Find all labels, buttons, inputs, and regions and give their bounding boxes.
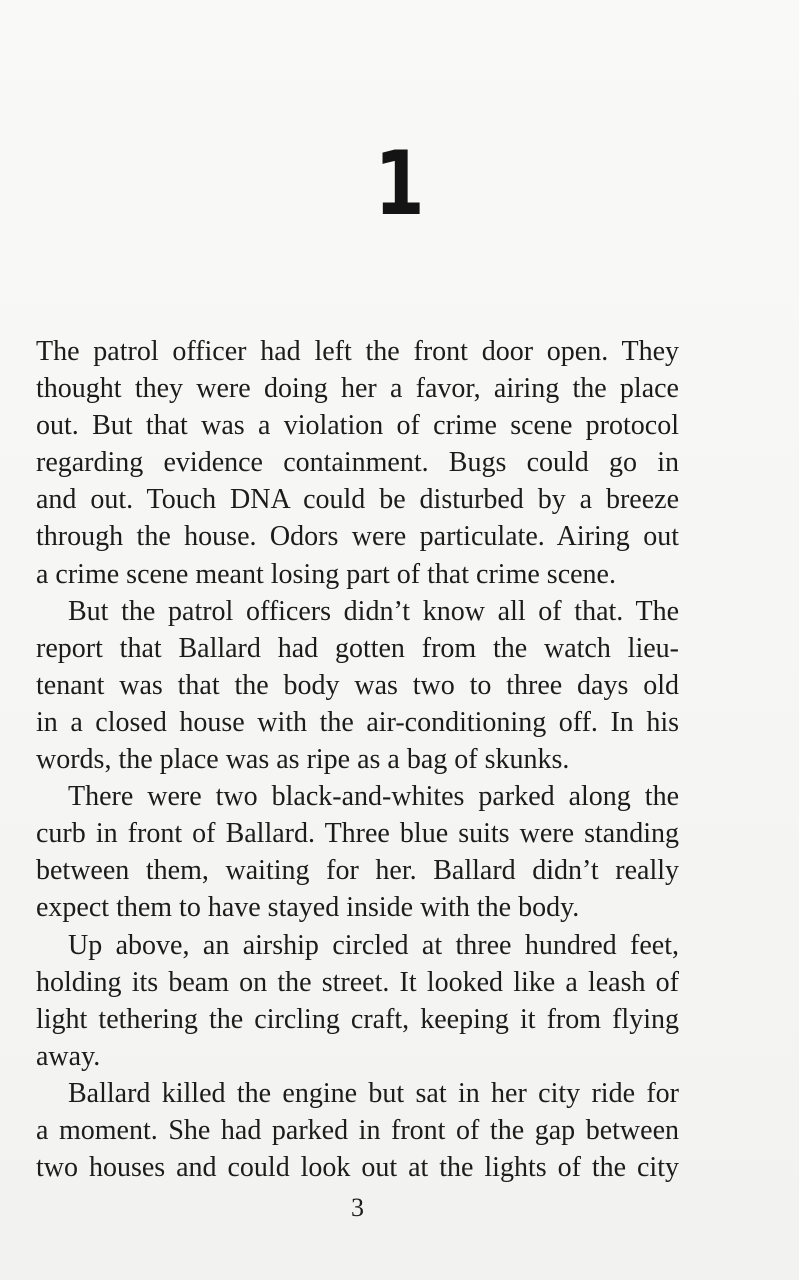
text-line: Up above, an airship circled at three hundred feet,: [68, 929, 679, 961]
text-line: Ballard killed the engine but sat in her city ride for: [68, 1077, 679, 1109]
text-line: and out. Touch DNA could be disturbed by a breeze: [36, 484, 679, 516]
body-text: [36, 333, 679, 1186]
text-line: through the house. Odors were particulate. Airing out: [36, 521, 679, 553]
text-line: holding its beam on the street. It looked like a leash of: [36, 966, 679, 998]
text-line: curb in front of Ballard. Three blue suits were standing: [36, 818, 679, 850]
text-line: tenant was that the body was two to three days old: [36, 669, 679, 701]
text-line: between them, waiting for her. Ballard didn’t really: [36, 855, 679, 887]
text-line: in a closed house with the air-conditioning off. In his: [36, 706, 679, 738]
paragraph-3: [36, 778, 679, 926]
text-line: thought they were doing her a favor, airing the place: [36, 373, 679, 405]
text-line: words, the place was as ripe as a bag of skunks.: [36, 744, 570, 776]
text-line: regarding evidence containment. Bugs could go in: [36, 447, 679, 479]
paragraph-4: [36, 927, 679, 1075]
paragraph-1: [36, 333, 679, 593]
text-line: expect them to have stayed inside with the body.: [36, 892, 580, 924]
page-number: 3: [351, 1193, 364, 1222]
text-line: a moment. She had parked in front of the gap between: [36, 1114, 679, 1146]
text-line: light tethering the circling craft, keeping it from flying: [36, 1003, 679, 1035]
text-line: two houses and could look out at the lights of the city: [36, 1152, 679, 1184]
text-line: out. But that was a violation of crime scene protocol: [36, 410, 679, 442]
text-line: a crime scene meant losing part of that crime scene.: [36, 558, 616, 590]
text-line: But the patrol officers didn’t know all of that. The: [68, 595, 679, 627]
chapter-number: 1: [374, 132, 425, 235]
text-line: There were two black-and-whites parked along the: [68, 781, 679, 813]
text-line: away.: [36, 1040, 101, 1072]
paragraph-2: [36, 593, 679, 778]
paragraph-5: [36, 1075, 679, 1186]
text-line: report that Ballard had gotten from the watch lieu-: [36, 632, 679, 664]
text-line: The patrol officer had left the front door open. They: [36, 336, 679, 367]
